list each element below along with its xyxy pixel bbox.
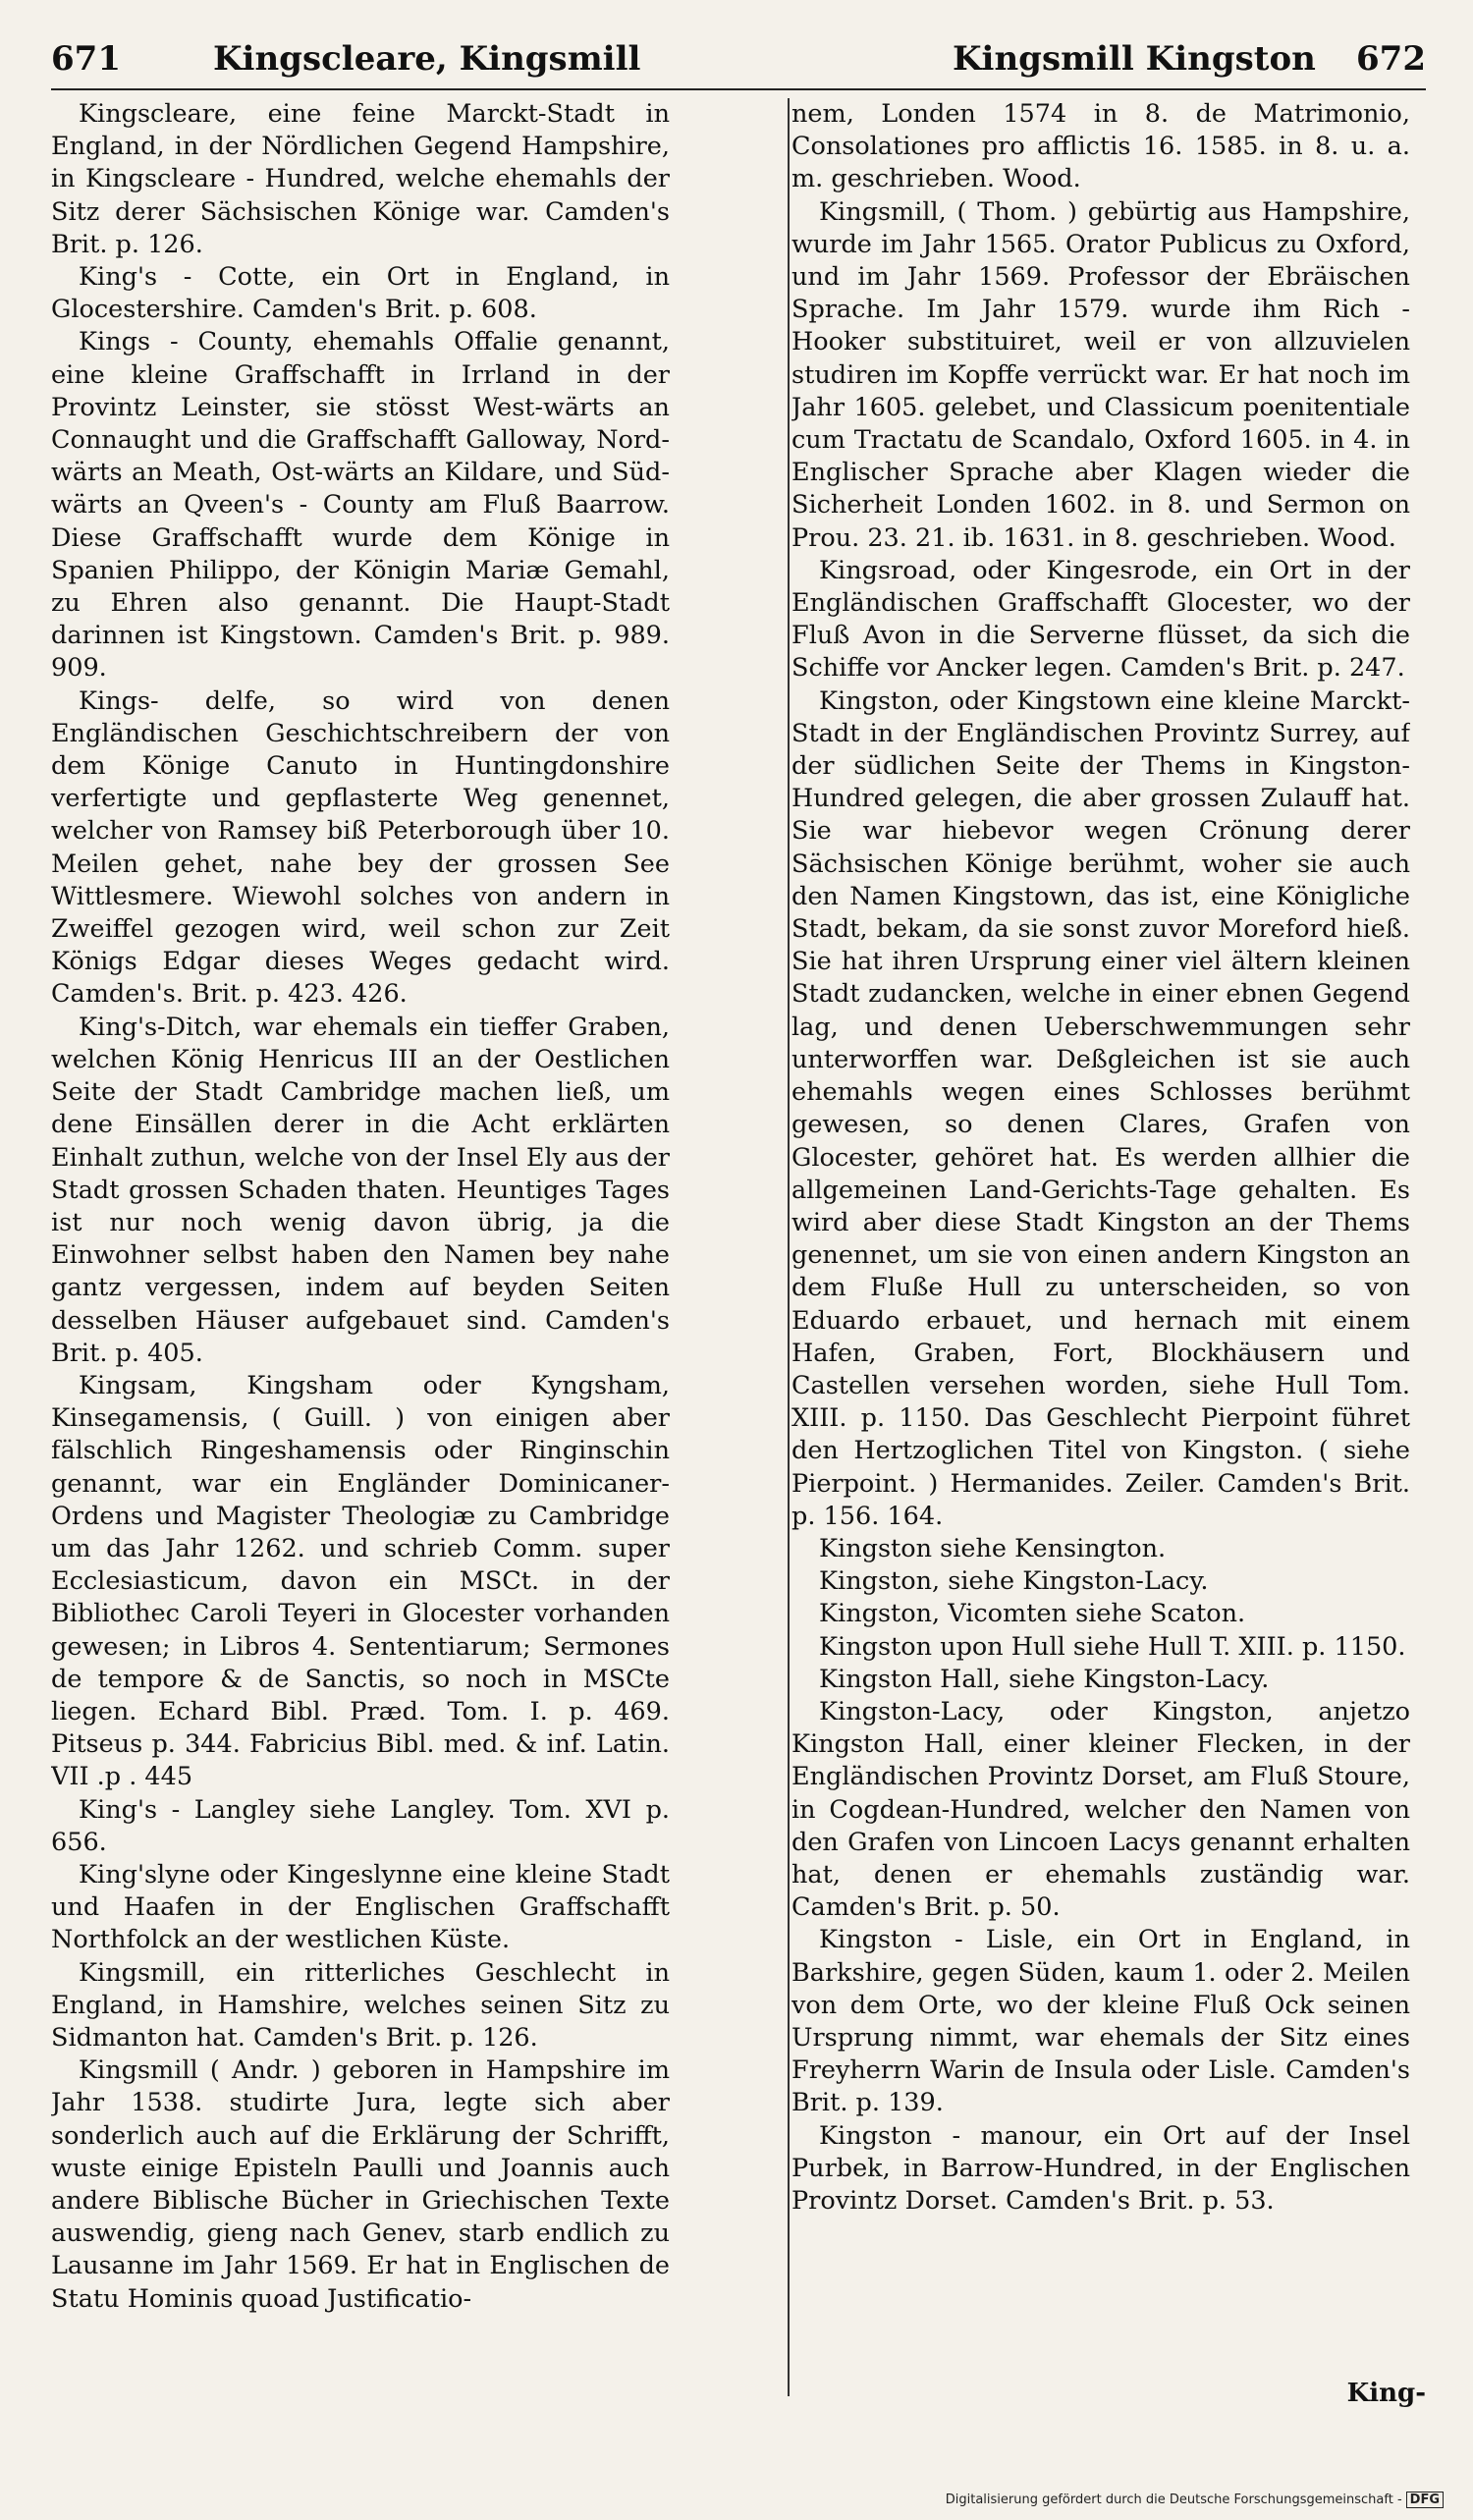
entry-kingsroad: Kingsroad, oder Kingesrode, ein Ort in der Engländischen Graffschafft Glocester, wo der Fluß Avon in die Serverne flüsset, da sich die Schiffe vor Ancker legen. Camden's Brit. p. 247. [791,555,1410,684]
entry-kingston-lisle: Kingston - Lisle, ein Ort in England, in Barkshire, gegen Süden, kaum 1. oder 2. Meilen von dem Orte, wo der kleine Fluß Ock seinen Ursprung nimmt, war ehemals der Sitz eines Freyherrn Warin de Insula oder Lisle. Camden's Brit. p. 139. [791,1925,1410,2118]
entry-kingston-kensington: Kingston siehe Kensington. [819,1533,1167,1563]
entry-kingsmill-andr: Kingsmill ( Andr. ) geboren in Hampshire im Jahr 1538. studirte Jura, legte sich aber sonderlich auch auf die Erklärung der Schrifft, wuste einige Episteln Paulli und Joannis auch andere Biblische Bücher in Griechischen Texte auswendig, gieng nach Genev, starb endlich zu Lausanne im Jahr 1569. Er hat in Englischen de Statu Hominis quoad Justificatio- [51,2055,670,2314]
dfg-logo: DFG [1406,2492,1444,2508]
right-column [791,98,1410,2386]
entry-kings-county: Kings - County, ehemahls Offalie genannt, eine kleine Graffschafft in Irrland in der Provintz Leinster, sie stösst West-wärts an Connaught und die Graffschafft Galloway, Nord-wärts an Meath, Ost-wärts an Kildare, und Süd-wärts an Qveen's - County am Fluß Baarrow. Diese Graffschafft wurde dem Könige in Spanien Philippo, der Königin Mariæ Gemahl, zu Ehren also genannt. Die Haupt-Stadt darinnen ist Kingstown. Camden's Brit. p. 989. 909. [51,327,670,684]
entry-kingston: Kingston, oder Kingstown eine kleine Marckt-Stadt in der Engländischen Provintz Surrey, auf der südlichen Seite der Thems in Kingston-Hundred gelegen, die aber grossen Zulauff hat. Sie war hiebevor wegen Crönung derer Sächsischen Könige berühmt, woher sie auch den Namen Kingstown, das ist, eine Königliche Stadt, bekam, da sie sonst zuvor Moreford hieß. Sie hat ihren Ursprung einer viel ältern kleinen Stadt zudancken, welche in einer ebnen Gegend lag, und denen Ueberschwemmungen sehr unterworffen war. Deßgleichen ist sie auch ehemahls wegen eines Schlosses berühmt gewesen, so denen Clares, Grafen von Glocester, gehöret hat. Es werden allhier die allgemeinen Land-Gerichts-Tage gehalten. Es wird aber diese Stadt Kingston an der Thems genennet, um sie von einen andern Kingston an dem Fluße Hull zu unterscheiden, so von Eduardo erbauet, und hernach mit einem Hafen, Graben, Fort, Blockhäusern und Castellen versehen worden, siehe Hull Tom. XIII. p. 1150. Das Geschlecht Pierpoint führet den Hertzoglichen Titel von Kingston. ( siehe Pierpoint. ) Hermanides. Zeiler. Camden's Brit. p. 156. 164. [791,685,1410,1531]
entry-kingston-manour: Kingston - manour, ein Ort auf der Insel Purbek, in Barrow-Hundred, in der Englischen Provintz Dorset. Camden's Brit. p. 53. [791,2120,1410,2216]
right-running-title: Kingsmill Kingston [953,39,1316,79]
running-header [51,39,1426,86]
entry-kingston-vicomten: Kingston, Vicomten siehe Scaton. [819,1599,1246,1629]
column-divider [788,98,790,2396]
entry-kingston-lacy-ref: Kingston, siehe Kingston-Lacy. [819,1566,1209,1597]
entry-continuation: nem, Londen 1574 in 8. de Matrimonio, Consolationes pro afflictis 16. 1585. in 8. u. a. m. geschrieben. Wood. [791,99,1410,194]
footer-text: Digitalisierung gefördert durch die Deutsche Forschungsgemeinschaft - [945,2493,1402,2507]
entry-kings-ditch: King's-Ditch, war ehemals ein tieffer Graben, welchen König Henricus III an der Oestlichen Seite der Stadt Cambridge machen ließ, um dene Einsällen derer in die Acht erklärten Einhalt zuthun, welche von der Insel Ely aus der Stadt grossen Schaden thaten. Heuntiges Tages ist nur noch wenig davon übrig, ja die Einwohner selbst haben den Namen bey nahe gantz vergessen, indem auf beyden Seiten desselben Häuser aufgebauet sind. Camden's Brit. p. 405. [51,1012,670,1368]
entry-kings-delfe: Kings- delfe, so wird von denen Engländischen Geschichtschreibern der von dem Könige Canuto in Huntingdonshire verfertigte und gepflasterte Weg genennet, welcher von Ramsey biß Peterborough über 10. Meilen gehet, nahe bey der grossen See Wittlesmere. Wiewohl solches von andern in Zweiffel gezogen wird, weil schon zur Zeit Königs Edgar dieses Weges gedacht wird. Camden's. Brit. p. 423. 426. [51,685,670,1010]
header-rule [51,88,1426,90]
right-page-number: 672 [1356,39,1426,79]
entry-kingslyne: King'slyne oder Kingeslynne eine kleine Stadt und Haafen in der Englischen Graffschafft Northfolck an der westlichen Küste. [51,1859,670,1955]
entry-kingston-lacy: Kingston-Lacy, oder Kingston, anjetzo Kingston Hall, einer kleiner Flecken, in der Engländischen Provintz Dorset, am Fluß Stoure, in Cogdean-Hundred, welcher den Namen von den Grafen von Lincoen Lacys genannt erhalten hat, denen er ehemahls zuständig war. Camden's Brit. p. 50. [791,1696,1410,1923]
entry-kingsmill-family: Kingsmill, ein ritterliches Geschlecht in England, in Hamshire, welches seinen Sitz zu Sidmanton hat. Camden's Brit. p. 126. [51,1957,670,2053]
entry-kingston-hall: Kingston Hall, siehe Kingston-Lacy. [819,1664,1270,1694]
entry-kingsmill-thom: Kingsmill, ( Thom. ) gebürtig aus Hampshire, wurde im Jahr 1565. Orator Publicus zu Oxford, und im Jahr 1569. Professor der Ebräischen Sprache. Im Jahr 1579. wurde ihm Rich - Hooker substituiret, weil er von allzuvielen studiren im Kopffe verrückt war. Er hat noch im Jahr 1605. gelebet, und Classicum poenitentiale cum Tractatu de Scandalo, Oxford 1605. in 4. in Englischer Sprache aber Klagen wieder die Sicherheit Londen 1602. in 8. und Sermon on Prou. 23. 21. ib. 1631. in 8. geschrieben. Wood. [791,196,1410,553]
left-column [51,98,670,2386]
entry-kingsam: Kingsam, Kingsham oder Kyngsham, Kinsegamensis, ( Guill. ) von einigen aber fälschlich Ringeshamensis oder Ringinschin genannt, war ein Engländer Dominicaner-Ordens und Magister Theologiæ zu Cambridge um das Jahr 1262. und schrieb Comm. super Ecclesiasticum, davon ein MSCt. in der Bibliothec Caroli Teyeri in Glocester vorhanden gewesen; in Libros 4. Sententiarum; Sermones de tempore & de Sanctis, so noch in MSCte liegen. Echard Bibl. Præd. Tom. I. p. 469. Pitseus p. 344. Fabricius Bibl. med. & inf. Latin. VII .p . 445 [51,1370,670,1792]
digitization-footer [946,2492,1444,2508]
entry-kings-langley: King's - Langley siehe Langley. Tom. XVI p. 656. [51,1794,670,1857]
catchword: King- [1346,2379,1426,2408]
entry-kings-cotte: King's - Cotte, ein Ort in England, in Glocestershire. Camden's Brit. p. 608. [51,262,670,325]
entry-kingscleare: Kingscleare, eine feine Marckt-Stadt in England, in der Nördlichen Gegend Hampshire, in Kingscleare - Hundred, welche ehemahls der Sitz derer Sächsischen Könige war. Camden's Brit. p. 126. [51,99,670,259]
left-running-title: Kingscleare, Kingsmill [213,39,641,79]
left-page-number: 671 [51,39,121,79]
entry-kingston-upon-hull: Kingston upon Hull siehe Hull T. XIII. p. 1150. [819,1631,1406,1662]
